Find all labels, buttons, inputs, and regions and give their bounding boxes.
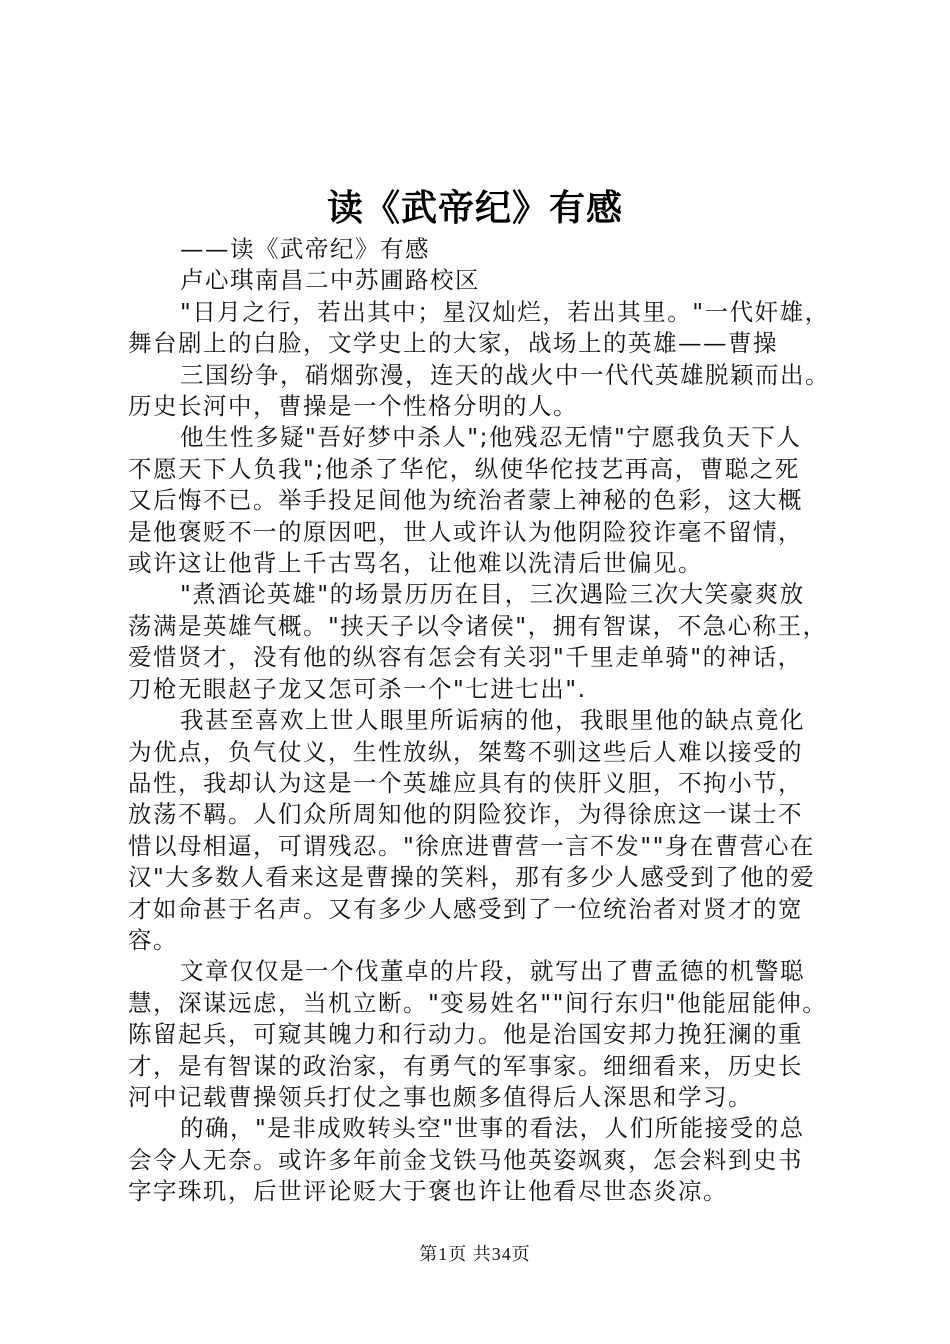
text-line: 才，是有智谋的政治家，有勇气的军事家。细细看来，历史长 bbox=[128, 1051, 803, 1080]
text-line: 字字珠玑，后世评论贬大于褒也许让他看尽世态炎凉。 bbox=[128, 1177, 728, 1206]
text-line: 品性，我却认为这是一个英雄应具有的侠肝义胆，不拘小节， bbox=[128, 768, 803, 797]
text-line: "煮酒论英雄"的场景历历在目，三次遇险三次大笑豪爽放 bbox=[180, 580, 805, 609]
text-line: 容。 bbox=[128, 925, 178, 954]
text-line: 他生性多疑"吾好梦中杀人";他残忍无情"宁愿我负天下人 bbox=[180, 423, 802, 452]
subtitle-line: ——读《武帝纪》有感 bbox=[180, 235, 430, 263]
document-title: 读《武帝纪》有感 bbox=[326, 187, 623, 229]
text-line: 或许这让他背上千古骂名，让他难以洗清后世偏见。 bbox=[128, 549, 703, 578]
paragraph bbox=[128, 1113, 836, 1207]
paragraph bbox=[128, 705, 836, 956]
text-line: 文章仅仅是一个伐董卓的片段，就写出了曹孟德的机警聪 bbox=[180, 957, 805, 986]
page-number-footer: 第1页 共34页 bbox=[419, 1244, 531, 1264]
text-line: "日月之行，若出其中；星汉灿烂，若出其里。"一代奸雄， bbox=[180, 297, 830, 326]
author-line: 卢心琪南昌二中苏圃路校区 bbox=[180, 266, 480, 295]
text-line: 荡满是英雄气概。"挟天子以令诸侯"，拥有智谋，不急心称王， bbox=[128, 611, 828, 640]
paragraph bbox=[128, 956, 836, 1113]
text-line: 我甚至喜欢上世人眼里所诟病的他，我眼里他的缺点竟化 bbox=[180, 706, 805, 735]
text-line: 放荡不羁。人们众所周知他的阴险狡诈，为得徐庶这一谋士不 bbox=[128, 800, 803, 829]
text-line: 历史长河中，曹操是一个性格分明的人。 bbox=[128, 392, 578, 421]
text-line: 陈留起兵，可窥其魄力和行动力。他是治国安邦力挽狂澜的重 bbox=[128, 1020, 803, 1049]
text-line: 刀枪无眼赵子龙又怎可杀一个"七进七出". bbox=[128, 674, 587, 703]
paragraph bbox=[128, 360, 836, 423]
text-line: 河中记载曹操领兵打仗之事也颇多值得后人深思和学习。 bbox=[128, 1082, 753, 1111]
text-line: 为优点，负气仗义，生性放纵，桀骜不驯这些后人难以接受的 bbox=[128, 737, 803, 766]
text-line: 不愿天下人负我";他杀了华佗，纵使华佗技艺再高，曹聪之死 bbox=[128, 454, 800, 483]
document-body bbox=[128, 234, 836, 1208]
text-line: 舞台剧上的白脸，文学史上的大家，战场上的英雄——曹操 bbox=[128, 329, 778, 358]
paragraph bbox=[128, 422, 836, 579]
text-line: 三国纷争，硝烟弥漫，连天的战火中一代代英雄脱颖而出。 bbox=[180, 360, 830, 389]
text-line: 的确，"是非成败转头空"世事的看法，人们所能接受的总 bbox=[180, 1114, 805, 1143]
text-line: 才如命甚于名声。又有多少人感受到了一位统治者对贤才的宽 bbox=[128, 894, 803, 923]
text-line: 惜以母相逼，可谓残忍。"徐庶进曹营一言不发""身在曹营心在 bbox=[128, 831, 815, 860]
text-line: 汉"大多数人看来这是曹操的笑料，那有多少人感受到了他的爱 bbox=[128, 863, 816, 892]
text-line: 会令人无奈。或许多年前金戈铁马他英姿飒爽，怎会料到史书 bbox=[128, 1145, 803, 1174]
text-line: 又后悔不已。举手投足间他为统治者蒙上神秘的色彩，这大概 bbox=[128, 486, 803, 515]
paragraph bbox=[128, 297, 836, 360]
text-line: 爱惜贤才，没有他的纵容有怎会有关羽"千里走单骑"的神话， bbox=[128, 643, 803, 672]
paragraph bbox=[128, 579, 836, 705]
text-line: 慧，深谋远虑，当机立断。"变易姓名""间行东归"他能屈能伸。 bbox=[128, 988, 828, 1017]
text-line: 是他褒贬不一的原因吧，世人或许认为他阴险狡诈毫不留情， bbox=[128, 517, 803, 546]
